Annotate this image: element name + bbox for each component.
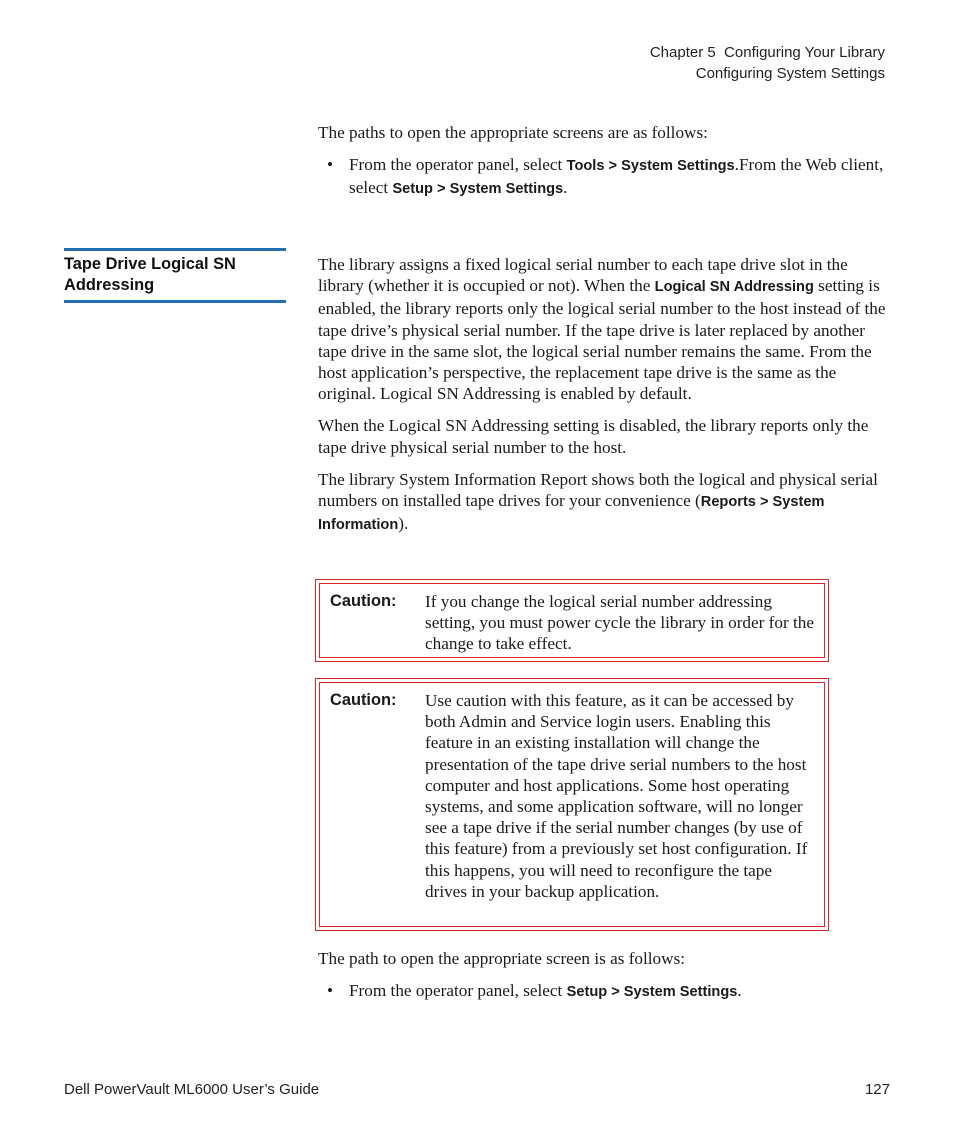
- setting-name-logical-sn: Logical SN Addressing: [654, 279, 814, 296]
- caution-text: If you change the logical serial number addressing setting, you must power cycle the library in order for the change to take effect.: [425, 592, 814, 654]
- paragraph-1: [318, 254, 890, 404]
- outro-bullet: [318, 980, 890, 1003]
- caution-box-1: [315, 579, 829, 662]
- intro-block: [318, 122, 890, 201]
- caution-label: Caution:: [330, 691, 397, 709]
- bullet-icon: •: [327, 155, 334, 175]
- paragraph-text: The library assigns a fixed logical serial number to each tape drive slot in the library (whether it is occupied or not). When the: [318, 255, 848, 296]
- bullet-text: .: [563, 178, 568, 198]
- outro-text: The path to open the appropriate screen is as follows:: [318, 949, 686, 968]
- paragraph-3: [318, 469, 890, 537]
- header-section: Configuring System Settings: [695, 65, 885, 82]
- caution-box-2: [315, 678, 829, 931]
- menu-path-setup-system-settings: Setup > System Settings: [392, 181, 564, 198]
- page-number: 127: [864, 1081, 890, 1098]
- footer-title: Dell PowerVault ML6000 User’s Guide: [64, 1081, 320, 1098]
- bullet-text: From the operator panel, select: [349, 981, 567, 1001]
- menu-path-setup-system-settings: Setup > System Settings: [566, 984, 738, 1001]
- bullet-text: From the operator panel, select: [349, 155, 567, 175]
- running-header: [650, 42, 885, 84]
- intro-bullet: [318, 154, 890, 200]
- paragraph-text: The library System Information Report shows both the logical and physical serial numbers on installed tape drives for your convenience (: [318, 469, 878, 511]
- outro-block: [318, 948, 890, 1003]
- caution-label: Caution:: [330, 592, 397, 610]
- paragraph-text: setting is enabled, the library reports only the logical serial number to the host instead of the tape drive’s physical serial number. If the tape drive is later replaced by another tape drive in the same slot, the logical serial number remains the same. From the host application’s perspective, the replacement tape drive is the same as the original. Logical SN Addressing is enabled by default.: [318, 276, 886, 404]
- menu-path-tools-system-settings: Tools > System Settings: [566, 158, 735, 175]
- bullet-text: .From the Web client, select: [349, 155, 884, 198]
- header-chapter: Chapter 5 Configuring Your Library: [649, 44, 885, 61]
- bullet-text: .: [737, 981, 742, 1001]
- paragraph-2: When the Logical SN Addressing setting is disabled, the library reports only the tape drive physical serial number to the host.: [318, 416, 869, 457]
- intro-text: The paths to open the appropriate screens are as follows:: [318, 123, 708, 142]
- paragraph-text: ).: [398, 514, 409, 534]
- menu-path-reports: Reports > System Information: [318, 494, 825, 534]
- section-body: [318, 254, 890, 536]
- caution-text: Use caution with this feature, as it can be accessed by both Admin and Service login users. Enabling this feature in an existing installation will change the presentation of the tape drive serial numbers to the host computer and host applications. Some host operating systems, and some application software, will no longer see a tape drive if the serial number changes (by use of this feature) from a previously set host configuration. If this happens, you will need to reconfigure the tape drives in your backup application.: [425, 691, 808, 901]
- section-heading: Tape Drive Logical SN Addressing: [64, 248, 286, 303]
- bullet-icon: •: [327, 981, 334, 1001]
